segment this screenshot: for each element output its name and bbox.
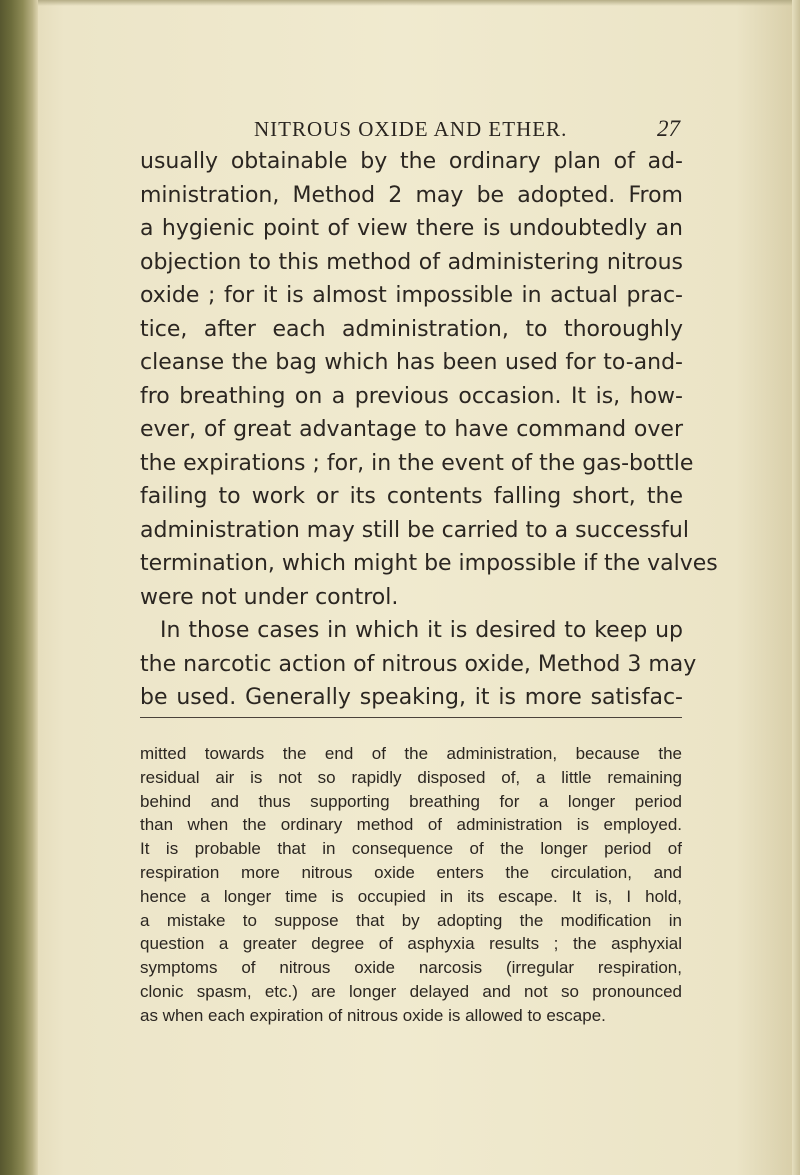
footnote-line: It is probable that in consequence of the longer period of	[140, 839, 682, 859]
top-edge-shadow	[38, 0, 800, 6]
body-line: fro breathing on a previous occasion. It is, how-	[140, 383, 683, 409]
footnote-line: residual air is not so rapidly disposed of, a little remaining	[140, 767, 682, 787]
footnote-line: symptoms of nitrous oxide narcosis (irregular respiration,	[140, 958, 682, 978]
body-line: objection to this method of administering nitrous	[140, 249, 683, 275]
running-head	[140, 117, 680, 145]
book-spine-shadow	[0, 0, 38, 1175]
body-line: tice, after each administration, to thoroughly	[140, 316, 683, 342]
footnote-line: question a greater degree of asphyxia results ; the asphyxial	[140, 934, 682, 954]
footnote-line: hence a longer time is occupied in its escape. It is, I hold,	[140, 886, 682, 906]
body-line: the expirations ; for, in the event of the gas-bottle	[140, 450, 694, 476]
page-number: 27	[657, 116, 680, 141]
footnote-line: a mistake to suppose that by adopting the modification in	[140, 910, 682, 930]
footnote-divider	[140, 717, 682, 718]
main-body-text	[140, 145, 718, 715]
running-title: NITROUS OXIDE AND ETHER.	[254, 117, 568, 141]
body-line: failing to work or its contents falling short, the	[140, 484, 683, 509]
footnote-line: behind and thus supporting breathing for a longer period	[140, 791, 682, 811]
page-right-edge	[792, 0, 800, 1175]
body-line: cleanse the bag which has been used for to-and-	[140, 350, 683, 375]
body-line: administration may still be carried to a successful	[140, 517, 689, 543]
footnote-line: than when the ordinary method of administration is employed.	[140, 815, 682, 835]
body-line-paragraph-start: In those cases in which it is desired to keep up	[160, 618, 683, 643]
body-line: ever, of great advantage to have command over	[140, 417, 683, 442]
footnote-line: clonic spasm, etc.) are longer delayed and not so pronounced	[140, 981, 682, 1001]
footnote-line: respiration more nitrous oxide enters the circulation, and	[140, 862, 682, 882]
body-line: ministration, Method 2 may be adopted. From	[140, 182, 683, 208]
body-line: be used. Generally speaking, it is more satisfac-	[140, 685, 683, 710]
body-line: termination, which might be impossible if the valves	[140, 551, 718, 576]
footnote-line: mitted towards the end of the administration, because the	[140, 744, 682, 763]
body-line: oxide ; for it is almost impossible in actual prac-	[140, 283, 683, 308]
body-line: usually obtainable by the ordinary plan of ad-	[140, 149, 683, 174]
body-line: were not under control.	[140, 584, 399, 610]
footnote-text	[140, 742, 682, 1028]
footnote-line: as when each expiration of nitrous oxide is allowed to escape.	[140, 1005, 606, 1025]
body-line: a hygienic point of view there is undoubtedly an	[140, 216, 683, 241]
body-line: the narcotic action of nitrous oxide, Method 3 may	[140, 651, 697, 677]
